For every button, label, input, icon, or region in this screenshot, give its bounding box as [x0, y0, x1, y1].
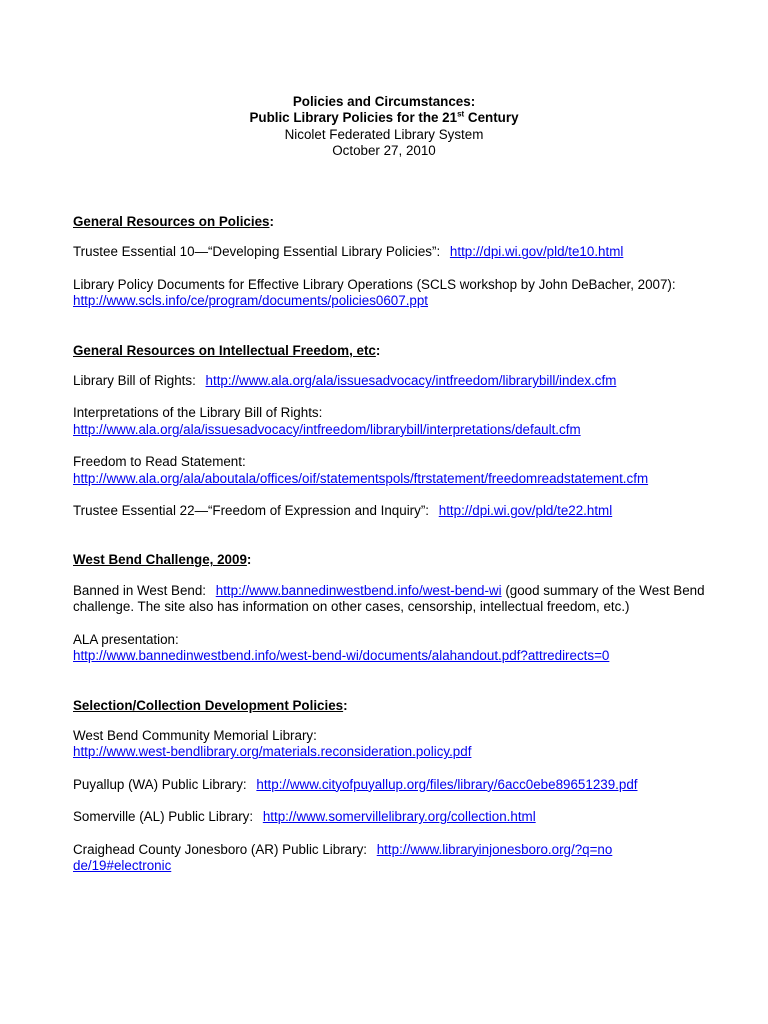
section-heading — [73, 343, 713, 359]
entry-link[interactable]: http://www.bannedinwestbend.info/west-bend-wi — [215, 582, 502, 598]
entry-link[interactable]: http://www.bannedinwestbend.info/west-bend-wi/documents/alahandout.pdf?attredirects=0 — [73, 648, 610, 664]
section-heading — [73, 552, 713, 568]
subtitle-end: Century — [464, 110, 519, 126]
subtitle-superscript: st — [457, 109, 465, 119]
entry-link[interactable]: http://www.libraryinjonesboro.org/?q=node/19#electronic — [73, 841, 613, 873]
list-item — [73, 777, 713, 793]
section-heading — [73, 698, 713, 714]
list-item — [73, 503, 713, 519]
entry-text: Freedom to Read Statement: — [73, 454, 246, 470]
heading-colon: : — [246, 552, 252, 568]
heading-text: General Resources on Policies — [73, 214, 270, 229]
entry-link[interactable]: http://dpi.wi.gov/pld/te10.html — [449, 244, 624, 260]
entry-note: (good summary of the West Bend challenge. The site also has information on other cases, censorship, intellectual freedom, etc.) — [73, 582, 705, 615]
entry-text: Banned in West Bend: — [73, 582, 207, 598]
document-title: Policies and Circumstances: — [292, 94, 476, 109]
entry-text: Trustee Essential 22—“Freedom of Expression and Inquiry”: — [73, 503, 430, 519]
section-west-bend-challenge — [73, 552, 713, 664]
list-item — [73, 809, 713, 825]
entry-text: Puyallup (WA) Public Library: — [73, 776, 247, 792]
section-selection-policies — [73, 698, 713, 875]
document-subtitle — [0, 110, 768, 126]
heading-colon: : — [269, 214, 274, 229]
list-item — [73, 728, 713, 761]
entry-link[interactable]: http://www.west-bendlibrary.org/materials.reconsideration.policy.pdf — [73, 744, 472, 760]
entry-text: Library Bill of Rights: — [73, 373, 196, 389]
entry-link[interactable]: http://www.somervillelibrary.org/collection.html — [262, 809, 536, 825]
section-heading — [73, 214, 713, 230]
heading-text: Selection/Collection Development Policies — [73, 697, 344, 713]
entry-text: Interpretations of the Library Bill of Rights: — [73, 405, 323, 421]
entry-link[interactable]: http://www.scls.info/ce/program/documents/policies0607.ppt — [73, 293, 429, 309]
heading-colon: : — [343, 697, 348, 713]
entry-link[interactable]: http://www.ala.org/ala/issuesadvocacy/intfreedom/librarybill/index.cfm — [205, 373, 617, 389]
entry-text: Trustee Essential 10—“Developing Essential Library Policies”: — [73, 244, 441, 260]
entry-link[interactable]: http://www.cityofpuyallup.org/files/library/6acc0ebe89651239.pdf — [256, 776, 638, 792]
entry-link[interactable]: http://www.ala.org/ala/issuesadvocacy/intfreedom/librarybill/interpretations/default.cfm — [73, 421, 581, 437]
list-item — [73, 632, 713, 665]
list-item — [73, 277, 713, 310]
entry-text: West Bend Community Memorial Library: — [73, 727, 317, 743]
subtitle-main: Public Library Policies for the 21 — [249, 110, 458, 126]
heading-text: General Resources on Intellectual Freedom, etc — [73, 342, 376, 358]
entry-text: Somerville (AL) Public Library: — [73, 809, 254, 825]
entry-link[interactable]: http://www.ala.org/ala/aboutala/offices/oif/statementspols/ftrstatement/freedomreadstatement.cfm — [73, 470, 649, 486]
organization-name: Nicolet Federated Library System — [284, 126, 484, 142]
list-item — [73, 454, 713, 487]
heading-colon: : — [375, 342, 381, 358]
document-header — [0, 94, 768, 160]
document-date: October 27, 2010 — [332, 143, 436, 159]
list-item — [73, 244, 713, 260]
entry-link[interactable]: http://dpi.wi.gov/pld/te22.html — [438, 503, 613, 519]
entry-text: Craighead County Jonesboro (AR) Public Library: — [73, 841, 367, 857]
list-item — [73, 373, 713, 389]
entry-text: ALA presentation: — [73, 631, 179, 647]
list-item — [73, 583, 713, 616]
section-general-policies — [73, 214, 713, 310]
heading-text: West Bend Challenge, 2009 — [73, 552, 247, 568]
document-body — [73, 214, 713, 907]
section-intellectual-freedom — [73, 343, 713, 520]
list-item — [73, 842, 613, 875]
list-item — [73, 405, 713, 438]
entry-text: Library Policy Documents for Effective Library Operations (SCLS workshop by John DeBacher, 2007): — [73, 276, 676, 292]
